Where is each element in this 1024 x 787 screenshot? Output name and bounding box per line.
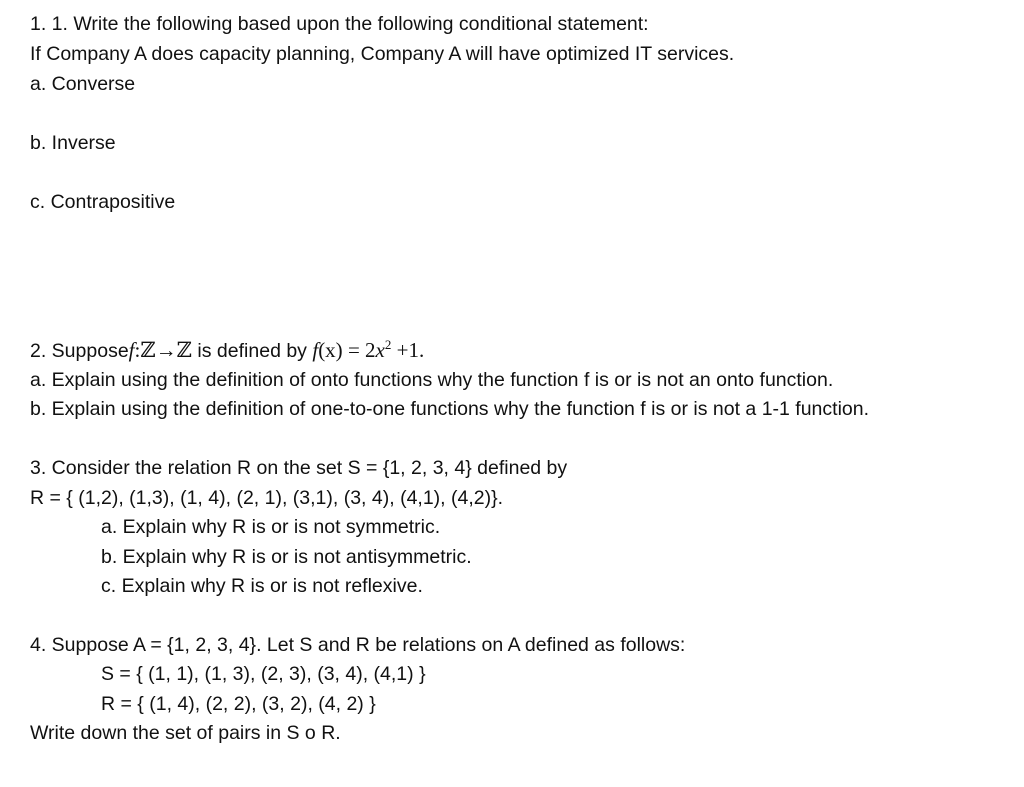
q3-part-c-reflexive: c. Explain why R is or is not reflexive.: [101, 575, 423, 597]
q1-part-c-contrapositive: c. Contrapositive: [30, 191, 176, 213]
q1-part-b-inverse: b. Inverse: [30, 132, 116, 154]
q2-part-a-onto: a. Explain using the definition of onto functions why the function f is or is not an onto function.: [30, 369, 834, 391]
q4-relation-s: S = { (1, 1), (1, 3), (2, 3), (3, 4), (4,1) }: [101, 663, 426, 685]
q3-part-b-antisymmetric: b. Explain why R is or is not antisymmetric.: [101, 546, 472, 568]
q2-formula-arg: (x): [318, 338, 343, 362]
q2-part-b-one-to-one: b. Explain using the definition of one-to-one functions why the function f is or is not a 1-1 function.: [30, 398, 870, 420]
q1-part-a-converse: a. Converse: [30, 73, 136, 95]
q4-heading: 4. Suppose A = {1, 2, 3, 4}. Let S and R be relations on A defined as follows:: [30, 634, 686, 656]
q2-function-signature: [129, 338, 192, 362]
q2-formula-eq: = 2: [342, 338, 376, 362]
q2-heading: [30, 338, 424, 363]
q3-part-a-symmetric: a. Explain why R is or is not symmetric.: [101, 516, 441, 538]
q2-formula-tail: +1.: [391, 338, 425, 362]
q2-formula-exponent: 2: [384, 337, 392, 352]
q2-formula-lhs: f: [312, 338, 319, 362]
q2-formula: [312, 338, 424, 362]
q3-relation-r: R = { (1,2), (1,3), (1, 4), (2, 1), (3,1), (3, 4), (4,1), (4,2)}.: [30, 487, 504, 509]
q4-relation-r: R = { (1, 4), (2, 2), (3, 2), (4, 2) }: [101, 693, 376, 715]
q2-mid-text: is defined by: [192, 340, 313, 362]
q2-func-domain: :ℤ→ℤ: [134, 338, 193, 362]
q2-func-name: f: [128, 338, 135, 362]
q3-heading: 3. Consider the relation R on the set S = {1, 2, 3, 4} defined by: [30, 457, 568, 479]
q2-prefix: 2. Suppose: [30, 340, 129, 362]
q4-task: Write down the set of pairs in S o R.: [30, 722, 341, 744]
q1-heading: 1. 1. Write the following based upon the following conditional statement:: [30, 13, 649, 35]
q2-formula-var: x: [375, 338, 385, 362]
q1-conditional-statement: If Company A does capacity planning, Company A will have optimized IT services.: [30, 43, 735, 65]
